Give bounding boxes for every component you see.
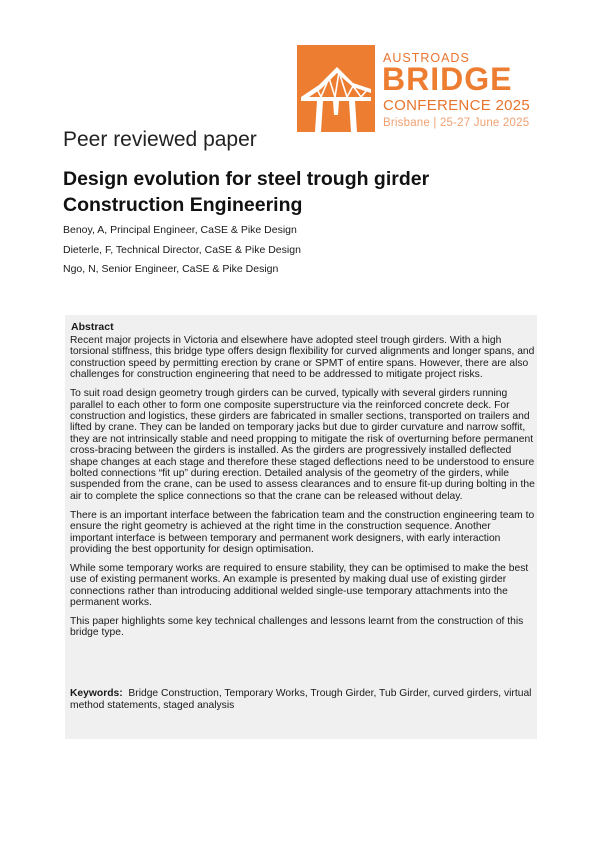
abstract-heading: Abstract xyxy=(71,321,114,333)
paper-type-label: Peer reviewed paper xyxy=(63,128,257,151)
conference-logo xyxy=(297,45,541,132)
author-line: Benoy, A, Principal Engineer, CaSE & Pike Design xyxy=(63,224,297,236)
bridge-truss-icon xyxy=(297,45,375,132)
logo-austroads-text: AUSTROADS xyxy=(383,51,470,65)
abstract-body xyxy=(70,335,536,646)
keywords-list: Bridge Construction, Temporary Works, Trough Girder, Tub Girder, curved girders, virtual method statements, staged analysis xyxy=(70,688,532,711)
logo-conference-text: CONFERENCE 2025 xyxy=(383,97,531,114)
abstract-paragraph: To suit road design geometry trough girders can be curved, typically with several girders running parallel to each other to form one composite superstructure via the reinforced concrete deck. For construction and logistics, these girders are fabricated in smaller sections, transported on trailers and lifted by crane. They can be landed on temporary jacks but due to girder curvature and narrow soffit, they are not intrinsically stable and need propping to mitigate the risk of overturning before permanent cross-bracing between the girders is installed. As the girders are progressively installed deflected shape changes at each stage and therefore these staged deflections need to be understood to ensure bolted connections “fit up” during erection. Detailed analysis of the geometry of the girders, while suspended from the crane, can be used to assess clearances and to ensure fit-up during bolting in the air to complete the splice connections so that the crane can be released without delay. xyxy=(70,388,535,502)
keywords xyxy=(70,688,536,712)
author-line: Dieterle, F, Technical Director, CaSE & Pike Design xyxy=(63,244,301,256)
abstract-paragraph: Recent major projects in Victoria and elsewhere have adopted steel trough girders. With a high torsional stiffness, this bridge type offers design flexibility for curved alignments and longer spans, and construction speed by permitting erection by crane or SPMT of entire spans. However, there are also challenges for construction engineering that need to be addressed to mitigate project risks. xyxy=(70,335,535,381)
logo-date-text: Brisbane | 25-27 June 2025 xyxy=(383,117,530,129)
abstract-paragraph: This paper highlights some key technical challenges and lessons learnt from the construction of this bridge type. xyxy=(70,615,524,639)
abstract-paragraph: There is an important interface between the fabrication team and the construction engineering team to ensure the right geometry is achieved at the right time in the construction sequence. Another important interface is between temporary and permanent work designers, with early interaction providing the best opportunity for design optimisation. xyxy=(70,509,535,555)
paper-title: Design evolution for steel trough girder Construction Engineering xyxy=(63,168,430,216)
abstract-section xyxy=(65,315,537,739)
author-line: Ngo, N, Senior Engineer, CaSE & Pike Design xyxy=(63,263,279,275)
logo-bridge-text: BRIDGE xyxy=(382,61,513,97)
keywords-label: Keywords: xyxy=(70,688,123,699)
abstract-paragraph: While some temporary works are required to ensure stability, they can be optimised to make the best use of existing permanent works. An example is presented by making dual use of existing girder connections rather than introducing additional welded single-use temporary attachments into the permanent works. xyxy=(70,562,529,609)
